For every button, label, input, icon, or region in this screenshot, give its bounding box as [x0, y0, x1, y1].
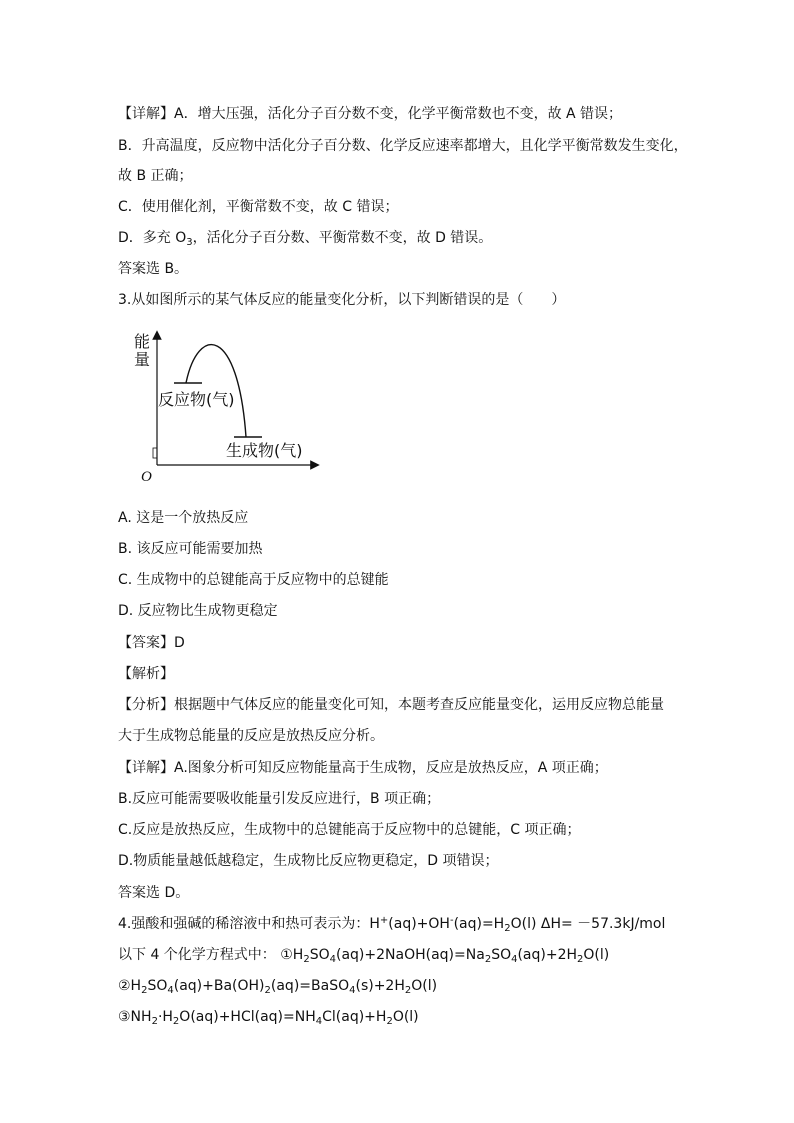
subscript: 2	[404, 985, 412, 996]
eq2-text: ②H	[118, 978, 142, 994]
equation-1	[118, 946, 609, 964]
eq1-text: SO	[491, 947, 512, 963]
eq1-text: (aq)+2NaOH(aq)=Na	[336, 947, 485, 963]
eq1-text: SO	[309, 947, 330, 963]
xiangjie-line-3: C.反应是放热反应，生成物中的总键能高于反应物中的总键能，C 项正确；	[118, 822, 581, 838]
xiangjie-line-1: 【详解】A.图象分析可知反应物能量高于生成物，反应是放热反应，A 项正确；	[118, 760, 608, 776]
eq3-text: O(l)	[392, 1009, 419, 1025]
q4-text-3: (aq)=H	[453, 916, 505, 932]
subscript: 4	[315, 1016, 323, 1027]
detail-b-line-cont: 故 B 正确；	[118, 168, 193, 184]
q4-text-2: (aq)+OH	[388, 916, 450, 932]
reactant-label: 反应物(气)	[158, 390, 235, 409]
subscript: 2	[151, 1016, 158, 1027]
eq1-text: (aq)+2H	[517, 947, 578, 963]
origin-label: O	[141, 469, 152, 485]
eq2-text: O(l)	[411, 978, 438, 994]
energy-diagram	[130, 325, 330, 485]
eq1-text: O(l)	[583, 947, 610, 963]
subscript: 2	[577, 954, 584, 965]
answer-line-2: 答案选 D。	[118, 885, 190, 901]
detail-c-line: C．使用催化剂，平衡常数不变，故 C 错误；	[118, 199, 399, 215]
option-a: A. 这是一个放热反应	[118, 510, 249, 526]
subscript: 2	[504, 923, 511, 934]
eq2-text: (s)+2H	[355, 978, 405, 994]
y-label-2: 量	[134, 350, 151, 369]
subscript: 2	[172, 1016, 180, 1027]
analysis-label: 【解析】	[118, 666, 174, 682]
equation-3	[118, 1008, 419, 1026]
superscript-plus: +	[379, 915, 389, 926]
eq3-text: ③NH	[118, 1009, 152, 1025]
y-label-1: 能	[134, 332, 151, 351]
superscript-minus: -	[449, 915, 454, 926]
subscript: 2	[264, 985, 271, 996]
fenxi-line-2: 大于生成物总能量的反应是放热反应分析。	[118, 728, 384, 744]
fenxi-line-1: 【分析】根据题中气体反应的能量变化可知，本题考查反应能量变化，运用反应物总能量	[118, 697, 664, 713]
subscript: 2	[141, 985, 148, 996]
detail-b-line: B．升高温度，反应物中活化分子百分数、化学反应速率都增大，且化学平衡常数发生变化，	[118, 138, 688, 154]
question-4	[118, 915, 665, 933]
question-3: 3.从如图所示的某气体反应的能量变化分析，以下判断错误的是（ ）	[118, 292, 566, 308]
equation-2	[118, 977, 437, 995]
eq2-text: (aq)+Ba(OH)	[173, 978, 265, 994]
q4-text-4: O(l) ΔH= －57.3kJ/mol	[510, 916, 666, 932]
axis-tick-mark	[153, 448, 157, 458]
detail-a-line: 【详解】A．增大压强，活化分子百分数不变，化学平衡常数也不变，故 A 错误；	[118, 106, 623, 122]
subscript: 2	[303, 954, 310, 965]
eq1-text: 以下 4 个化学方程式中： ①H	[118, 947, 304, 963]
option-c: C. 生成物中的总键能高于反应物中的总键能	[118, 572, 389, 588]
eq3-text: Cl(aq)+H	[322, 1009, 387, 1025]
subscript: 4	[349, 985, 356, 996]
option-b: B. 该反应可能需要加热	[118, 541, 263, 557]
q4-text-1: 4.强酸和强碱的稀溶液中和热可表示为：H	[118, 916, 380, 932]
answer-line-1: 答案选 B。	[118, 261, 189, 277]
eq3-text: O(aq)+HCl(aq)=NH	[179, 1009, 316, 1025]
subscript: 2	[386, 1016, 393, 1027]
eq2-text: SO	[147, 978, 168, 994]
detail-d-line	[118, 229, 492, 247]
eq3-text: ·H	[157, 1009, 173, 1025]
option-d: D. 反应物比生成物更稳定	[118, 603, 278, 619]
xiangjie-line-4: D.物质能量越低越稳定，生成物比反应物更稳定，D 项错误；	[118, 853, 499, 869]
detail-d-text-1: D．多充 O	[118, 230, 187, 246]
subscript: 2	[484, 954, 492, 965]
detail-d-text-2: ，活化分子百分数、平衡常数不变，故 D 错误。	[192, 230, 493, 246]
subscript: 4	[329, 954, 336, 965]
subscript: 4	[167, 985, 174, 996]
xiangjie-line-2: B.反应可能需要吸收能量引发反应进行，B 项正确；	[118, 791, 441, 807]
subscript: 4	[511, 954, 518, 965]
subscript: 3	[186, 237, 193, 248]
answer-label: 【答案】D	[118, 635, 185, 651]
eq2-text: (aq)=BaSO	[270, 978, 350, 994]
product-label: 生成物(气)	[226, 441, 303, 460]
